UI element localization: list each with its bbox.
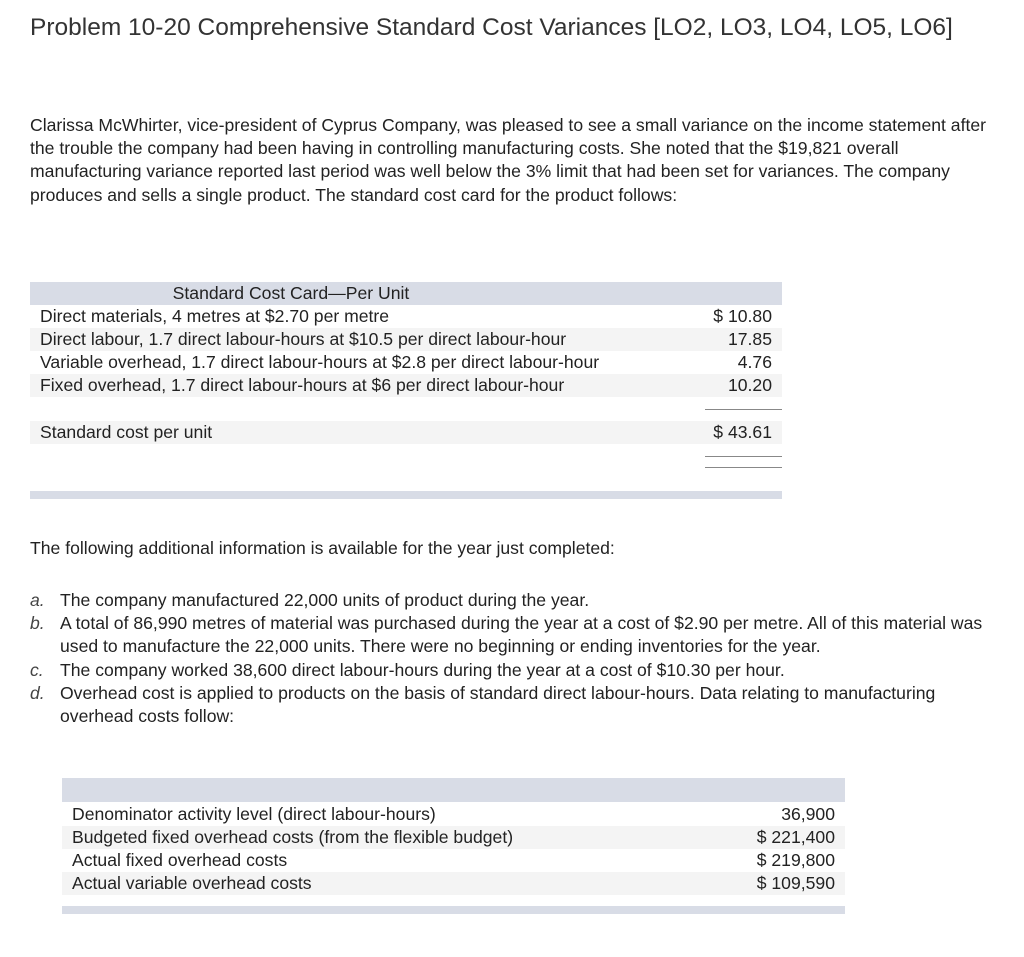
- total-double-rule-2: [705, 467, 782, 468]
- row-label: Fixed overhead, 1.7 direct labour-hours at $6 per direct labour-hour: [30, 374, 692, 397]
- table-row: [62, 826, 845, 849]
- overhead-table-header-band: [62, 778, 845, 802]
- item-letter: a.: [30, 590, 45, 610]
- row-value: $ 109,590: [707, 872, 845, 895]
- total-value: $ 43.61: [692, 421, 782, 444]
- row-value: $ 221,400: [707, 826, 845, 849]
- row-value: 10.20: [692, 374, 782, 397]
- table-row: [30, 351, 782, 374]
- overhead-table-footer-band: [62, 906, 845, 914]
- problem-title: Problem 10-20 Comprehensive Standard Cost Variances [LO2, LO3, LO4, LO5, LO6]: [30, 14, 953, 41]
- table-footer-band: [30, 491, 782, 499]
- table-row: [30, 374, 782, 397]
- table-row: [30, 328, 782, 351]
- row-value: 4.76: [737, 352, 772, 372]
- item-letter: b.: [30, 613, 45, 634]
- row-label: Denominator activity level (direct labour-hours): [72, 804, 436, 824]
- item-text: A total of 86,990 metres of material was purchased during the year at a cost of $2.90 per metre. All of this material was used to manufacture the 22,000 units. There were no beginning or ending inventories for the year.: [60, 613, 983, 657]
- table-row: [62, 803, 845, 826]
- item-letter: d.: [30, 682, 45, 703]
- total-row: [30, 421, 782, 444]
- row-label: Budgeted fixed overhead costs (from the flexible budget): [62, 826, 707, 849]
- row-value: 36,900: [781, 804, 835, 824]
- list-item: [30, 659, 1000, 682]
- intro-paragraph: Clarissa McWhirter, vice-president of Cyprus Company, was pleased to see a small variance on the income statement after the trouble the company had been having in controlling manufacturing costs. She noted that the $19,821 overall manufacturing variance reported last period was well below the 3% limit that had been set for variances. The company produces and sells a single product. The standard cost card for the product follows:: [30, 115, 987, 205]
- table-row: [62, 849, 845, 872]
- row-label: Direct materials, 4 metres at $2.70 per metre: [40, 306, 390, 326]
- standard-cost-card-table: [30, 282, 782, 444]
- row-label: Actual variable overhead costs: [62, 872, 707, 895]
- row-label: Actual fixed overhead costs: [72, 850, 288, 870]
- table-row: [30, 305, 782, 328]
- row-value: $ 219,800: [756, 850, 835, 870]
- info-list: [30, 589, 1000, 728]
- additional-info-intro: The following additional information is available for the year just completed:: [30, 538, 615, 558]
- list-item: [30, 682, 1000, 728]
- total-double-rule-1: [705, 456, 782, 457]
- item-letter: c.: [30, 659, 44, 680]
- list-item: [30, 589, 1000, 612]
- item-text: Overhead cost is applied to products on the basis of standard direct labour-hours. Data relating to manufacturing overhead costs follow:: [60, 682, 936, 727]
- item-text: The company manufactured 22,000 units of product during the year.: [60, 590, 590, 610]
- row-label: Variable overhead, 1.7 direct labour-hours at $2.8 per direct labour-hour: [40, 352, 600, 372]
- row-value: 17.85: [692, 328, 782, 351]
- table-row: [62, 872, 845, 895]
- overhead-data-table: [62, 803, 845, 895]
- list-item: [30, 612, 1000, 658]
- cost-card-header: Standard Cost Card—Per Unit: [30, 282, 782, 305]
- total-label: Standard cost per unit: [30, 421, 692, 444]
- row-value: $ 10.80: [713, 306, 772, 326]
- item-text: The company worked 38,600 direct labour-hours during the year at a cost of $10.30 per hour.: [60, 659, 785, 680]
- subtotal-rule: [705, 409, 782, 410]
- row-label: Direct labour, 1.7 direct labour-hours at $10.5 per direct labour-hour: [30, 328, 692, 351]
